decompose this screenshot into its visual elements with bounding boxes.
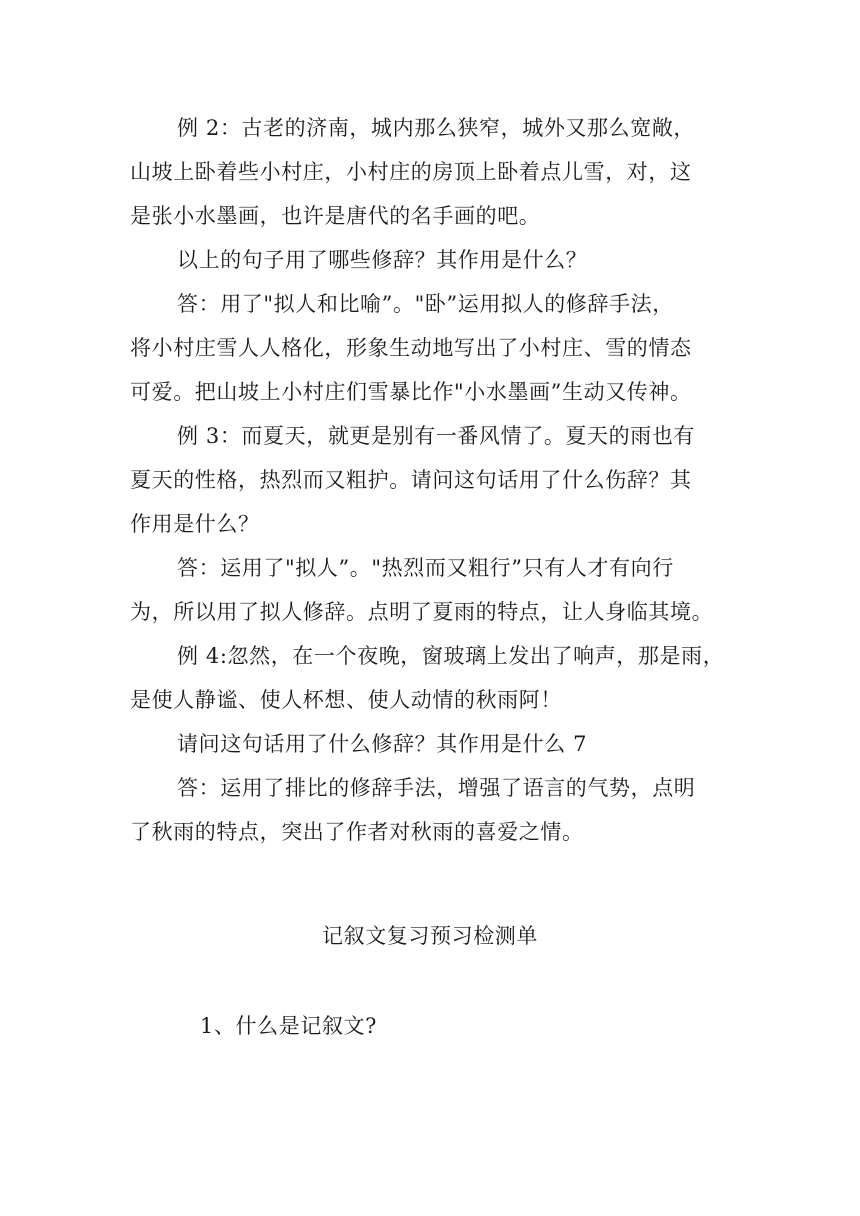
question-1: 1、什么是记叙文? xyxy=(200,1014,378,1038)
example-4-answer-line-2: 了秋雨的特点，突出了作者对秋雨的喜爱之情。 xyxy=(130,820,584,844)
example-4-question: 请问这句话用了什么修辞？其作用是什么 7 xyxy=(177,732,588,756)
example-2-line-1: 例 2：古老的济南，城内那么狭窄，城外又那么宽敞， xyxy=(177,116,696,140)
example-4-line-1: 例 4:忽然，在一个夜晚，窗玻璃上发出了响声，那是雨， xyxy=(177,644,725,668)
example-3-line-1: 例 3：而夏天，就更是别有一番风情了。夏天的雨也有 xyxy=(177,424,696,448)
example-3-line-2: 夏天的性格，热烈而又粗护。请问这句话用了什么伤辞？其 xyxy=(130,468,692,492)
example-2-question: 以上的句子用了哪些修辞？其作用是什么？ xyxy=(177,248,588,272)
example-3-line-3: 作用是什么？ xyxy=(130,512,260,536)
example-3-answer-line-2: 为，所以用了拟人修辞。点明了夏雨的特点，让人身临其境。 xyxy=(130,600,714,624)
example-2-answer-line-1: 答：用了"拟人和比喻”。"卧”运用拟人的修辞手法， xyxy=(177,292,674,316)
example-4-answer-line-1: 答：运用了排比的修辞手法，增强了语言的气势，点明 xyxy=(177,776,696,800)
example-2-answer-line-3: 可爱。把山坡上小村庄们雪暴比作"小水墨画”生动又传神。 xyxy=(130,380,692,404)
section-title: 记叙文复习预习检测单 xyxy=(322,924,538,948)
example-2-line-2: 山坡上卧着些小村庄，小村庄的房顶上卧着点儿雪，对，这 xyxy=(130,160,692,184)
example-2-line-3: 是张小水墨画，也许是唐代的名手画的吧。 xyxy=(130,204,541,228)
example-3-answer-line-1: 答：运用了"拟人”。"热烈而又粗行”只有人才有向行 xyxy=(177,556,674,580)
example-2-answer-line-2: 将小村庄雪人人格化，形象生动地写出了小村庄、雪的情态 xyxy=(130,336,692,360)
example-4-line-2: 是使人静谧、使人杯想、使人动情的秋雨阿！ xyxy=(130,688,562,712)
